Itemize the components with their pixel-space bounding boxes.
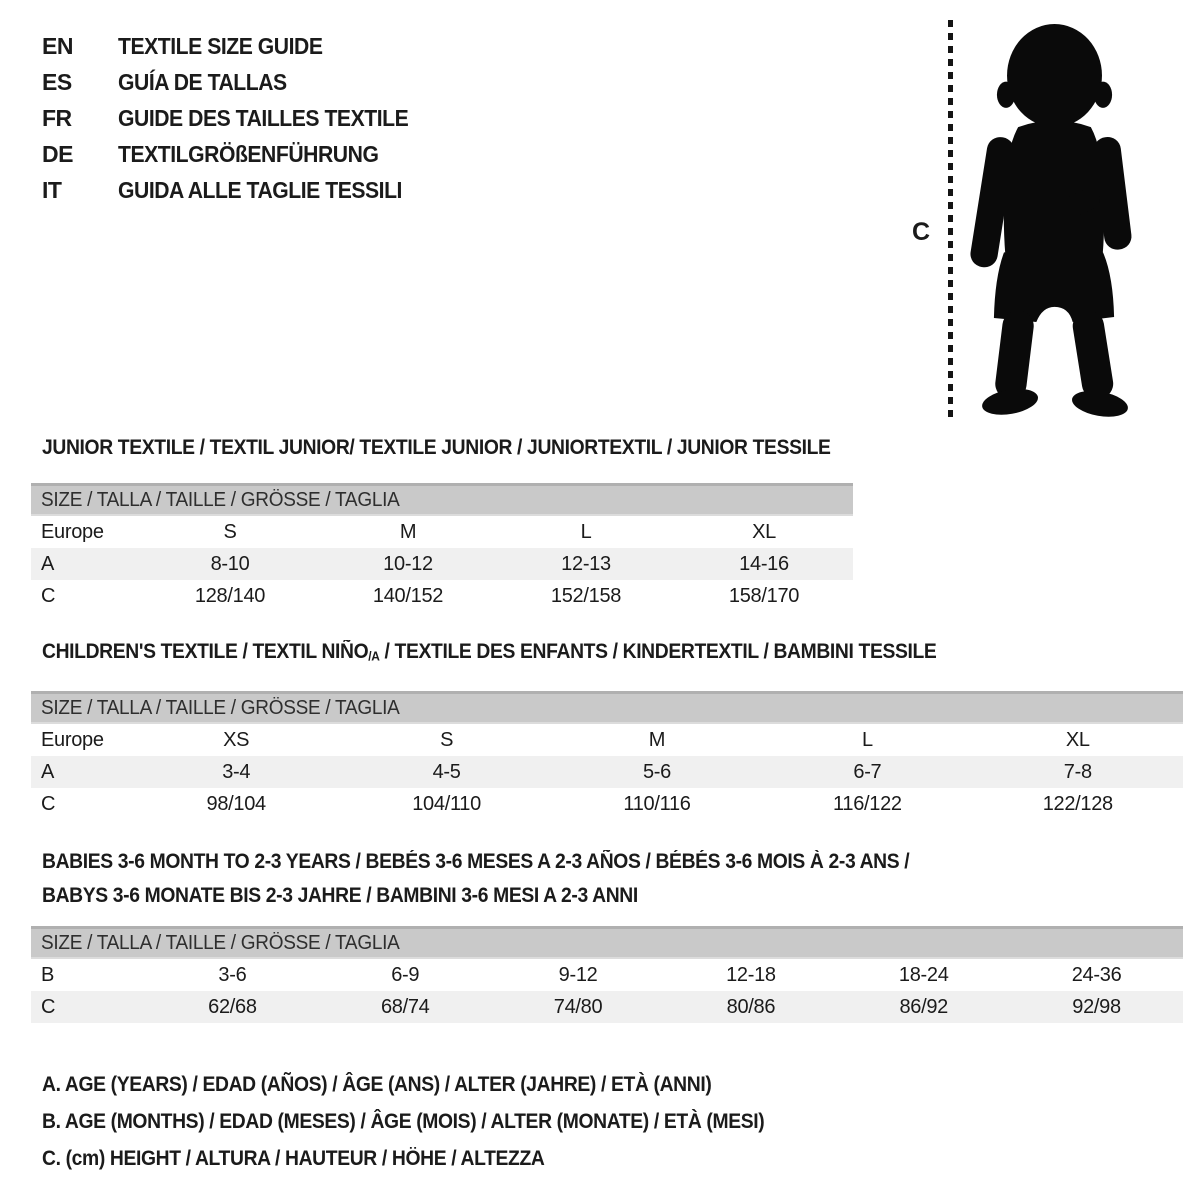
size-cell: L (580, 520, 592, 543)
legend-line-a (42, 1066, 827, 1103)
legend-text: B. AGE (MONTHS) / EDAD (MESES) / ÂGE (MOIS) / ALTER (MONATE) / ETÀ (MESI) (42, 1109, 765, 1133)
value-cell: 6-9 (391, 963, 420, 986)
size-header-text: SIZE / TALLA / TAILLE / GRÖSSE / TAGLIA (41, 488, 400, 511)
value-cell: 6-7 (853, 760, 882, 783)
table-row-height (31, 788, 1183, 820)
size-header-text: SIZE / TALLA / TAILLE / GRÖSSE / TAGLIA (41, 696, 400, 719)
row-label: C (41, 584, 56, 607)
table-row-height (31, 580, 853, 612)
value-cell: 110/116 (623, 792, 691, 815)
junior-size-table (31, 483, 853, 612)
language-row-fr (42, 100, 434, 136)
language-code: EN (42, 32, 73, 59)
legend-text: C. (cm) HEIGHT / ALTURA / HAUTEUR / HÖHE / ALTEZZA (42, 1146, 545, 1170)
value-cell: 4-5 (432, 760, 461, 783)
value-cell: 98/104 (206, 792, 266, 815)
value-cell: 8-10 (210, 552, 250, 575)
language-title-block (42, 28, 434, 208)
size-cell: S (440, 728, 454, 751)
value-cell: 7-8 (1063, 760, 1092, 783)
value-cell: 18-24 (898, 963, 949, 986)
value-cell: 24-36 (1071, 963, 1122, 986)
measure-c-label: C (912, 218, 931, 246)
table-row-height (31, 991, 1183, 1023)
size-cell: S (223, 520, 237, 543)
size-cell: M (399, 520, 417, 543)
value-cell: 3-4 (222, 760, 251, 783)
value-cell: 122/128 (1042, 792, 1113, 815)
table-row-europe (31, 516, 853, 548)
value-cell: 80/86 (726, 995, 776, 1018)
row-label: Europe (41, 728, 104, 751)
size-header-bar (31, 691, 1183, 724)
value-cell: 92/98 (1072, 995, 1121, 1018)
value-cell: 74/80 (553, 995, 603, 1018)
legend-line-b (42, 1103, 827, 1140)
value-cell: 5-6 (642, 760, 671, 783)
value-cell: 116/122 (833, 792, 902, 815)
value-cell: 14-16 (739, 552, 789, 575)
language-row-es (42, 64, 434, 100)
size-header-text: SIZE / TALLA / TAILLE / GRÖSSE / TAGLIA (41, 931, 400, 954)
babies-section-heading (42, 845, 909, 913)
row-label: B (41, 963, 55, 986)
value-cell: 152/158 (550, 584, 622, 607)
junior-section-heading: JUNIOR TEXTILE / TEXTIL JUNIOR/ TEXTILE JUNIOR / JUNIORTEXTIL / JUNIOR TESSILE (42, 436, 831, 459)
row-label: A (41, 552, 55, 575)
table-row-months (31, 959, 1183, 991)
size-cell: XS (223, 728, 250, 751)
heading-part: CHILDREN'S TEXTILE / TEXTIL NIÑO (42, 640, 369, 663)
heading-line: BABYS 3-6 MONATE BIS 2-3 JAHRE / BAMBINI 3-6 MESI A 2-3 ANNI (42, 884, 638, 907)
value-cell: 62/68 (208, 995, 257, 1018)
children-section-heading (42, 640, 936, 664)
table-row-europe (31, 724, 1183, 756)
value-cell: 104/110 (412, 792, 481, 815)
value-cell: 12-13 (561, 552, 611, 575)
size-cell: XL (1065, 728, 1090, 751)
dashed-measure-line (948, 20, 953, 420)
row-label: C (41, 792, 56, 815)
heading-line: BABIES 3-6 MONTH TO 2-3 YEARS / BEBÉS 3-6 MESES A 2-3 AÑOS / BÉBÉS 3-6 MOIS À 2-3 ANS / (42, 850, 910, 873)
row-label: A (41, 760, 55, 783)
value-cell: 3-6 (218, 963, 247, 986)
value-cell: 158/170 (728, 584, 800, 607)
value-cell: 10-12 (383, 552, 433, 575)
value-cell: 9-12 (558, 963, 598, 986)
value-cell: 128/140 (194, 584, 266, 607)
size-cell: XL (752, 520, 776, 543)
value-cell: 140/152 (372, 584, 444, 607)
language-row-de (42, 136, 434, 172)
guide-title: TEXTILGRÖßENFÜHRUNG (118, 140, 379, 167)
table-row-age (31, 548, 853, 580)
language-row-en (42, 28, 434, 64)
value-cell: 68/74 (380, 995, 430, 1018)
language-code: DE (42, 140, 73, 167)
babies-size-table (31, 926, 1183, 1023)
children-size-table (31, 691, 1183, 820)
toddler-silhouette-image (964, 18, 1144, 422)
size-cell: M (648, 728, 666, 751)
language-code: ES (42, 68, 72, 95)
row-label: Europe (41, 520, 104, 543)
value-cell: 12-18 (726, 963, 776, 986)
height-measure-figure (900, 14, 1160, 426)
guide-title: GUÍA DE TALLAS (118, 68, 287, 95)
table-row-age (31, 756, 1183, 788)
size-header-bar (31, 483, 853, 516)
guide-title: TEXTILE SIZE GUIDE (118, 32, 323, 59)
size-cell: L (861, 728, 873, 751)
size-header-bar (31, 926, 1183, 959)
legend-text: A. AGE (YEARS) / EDAD (AÑOS) / ÂGE (ANS) / ALTER (JAHRE) / ETÀ (ANNI) (42, 1072, 712, 1096)
language-row-it (42, 172, 434, 208)
heading-part: / TEXTILE DES ENFANTS / KINDERTEXTIL / BAMBINI TESSILE (379, 640, 937, 663)
value-cell: 86/92 (899, 995, 949, 1018)
legend-line-c (42, 1140, 827, 1177)
heading-part-subscript: /A (368, 648, 380, 664)
language-code: FR (42, 104, 72, 131)
language-code: IT (42, 176, 62, 203)
measurement-legend (42, 1066, 827, 1177)
guide-title: GUIDE DES TAILLES TEXTILE (118, 104, 409, 131)
row-label: C (41, 995, 56, 1018)
guide-title: GUIDA ALLE TAGLIE TESSILI (118, 176, 402, 203)
